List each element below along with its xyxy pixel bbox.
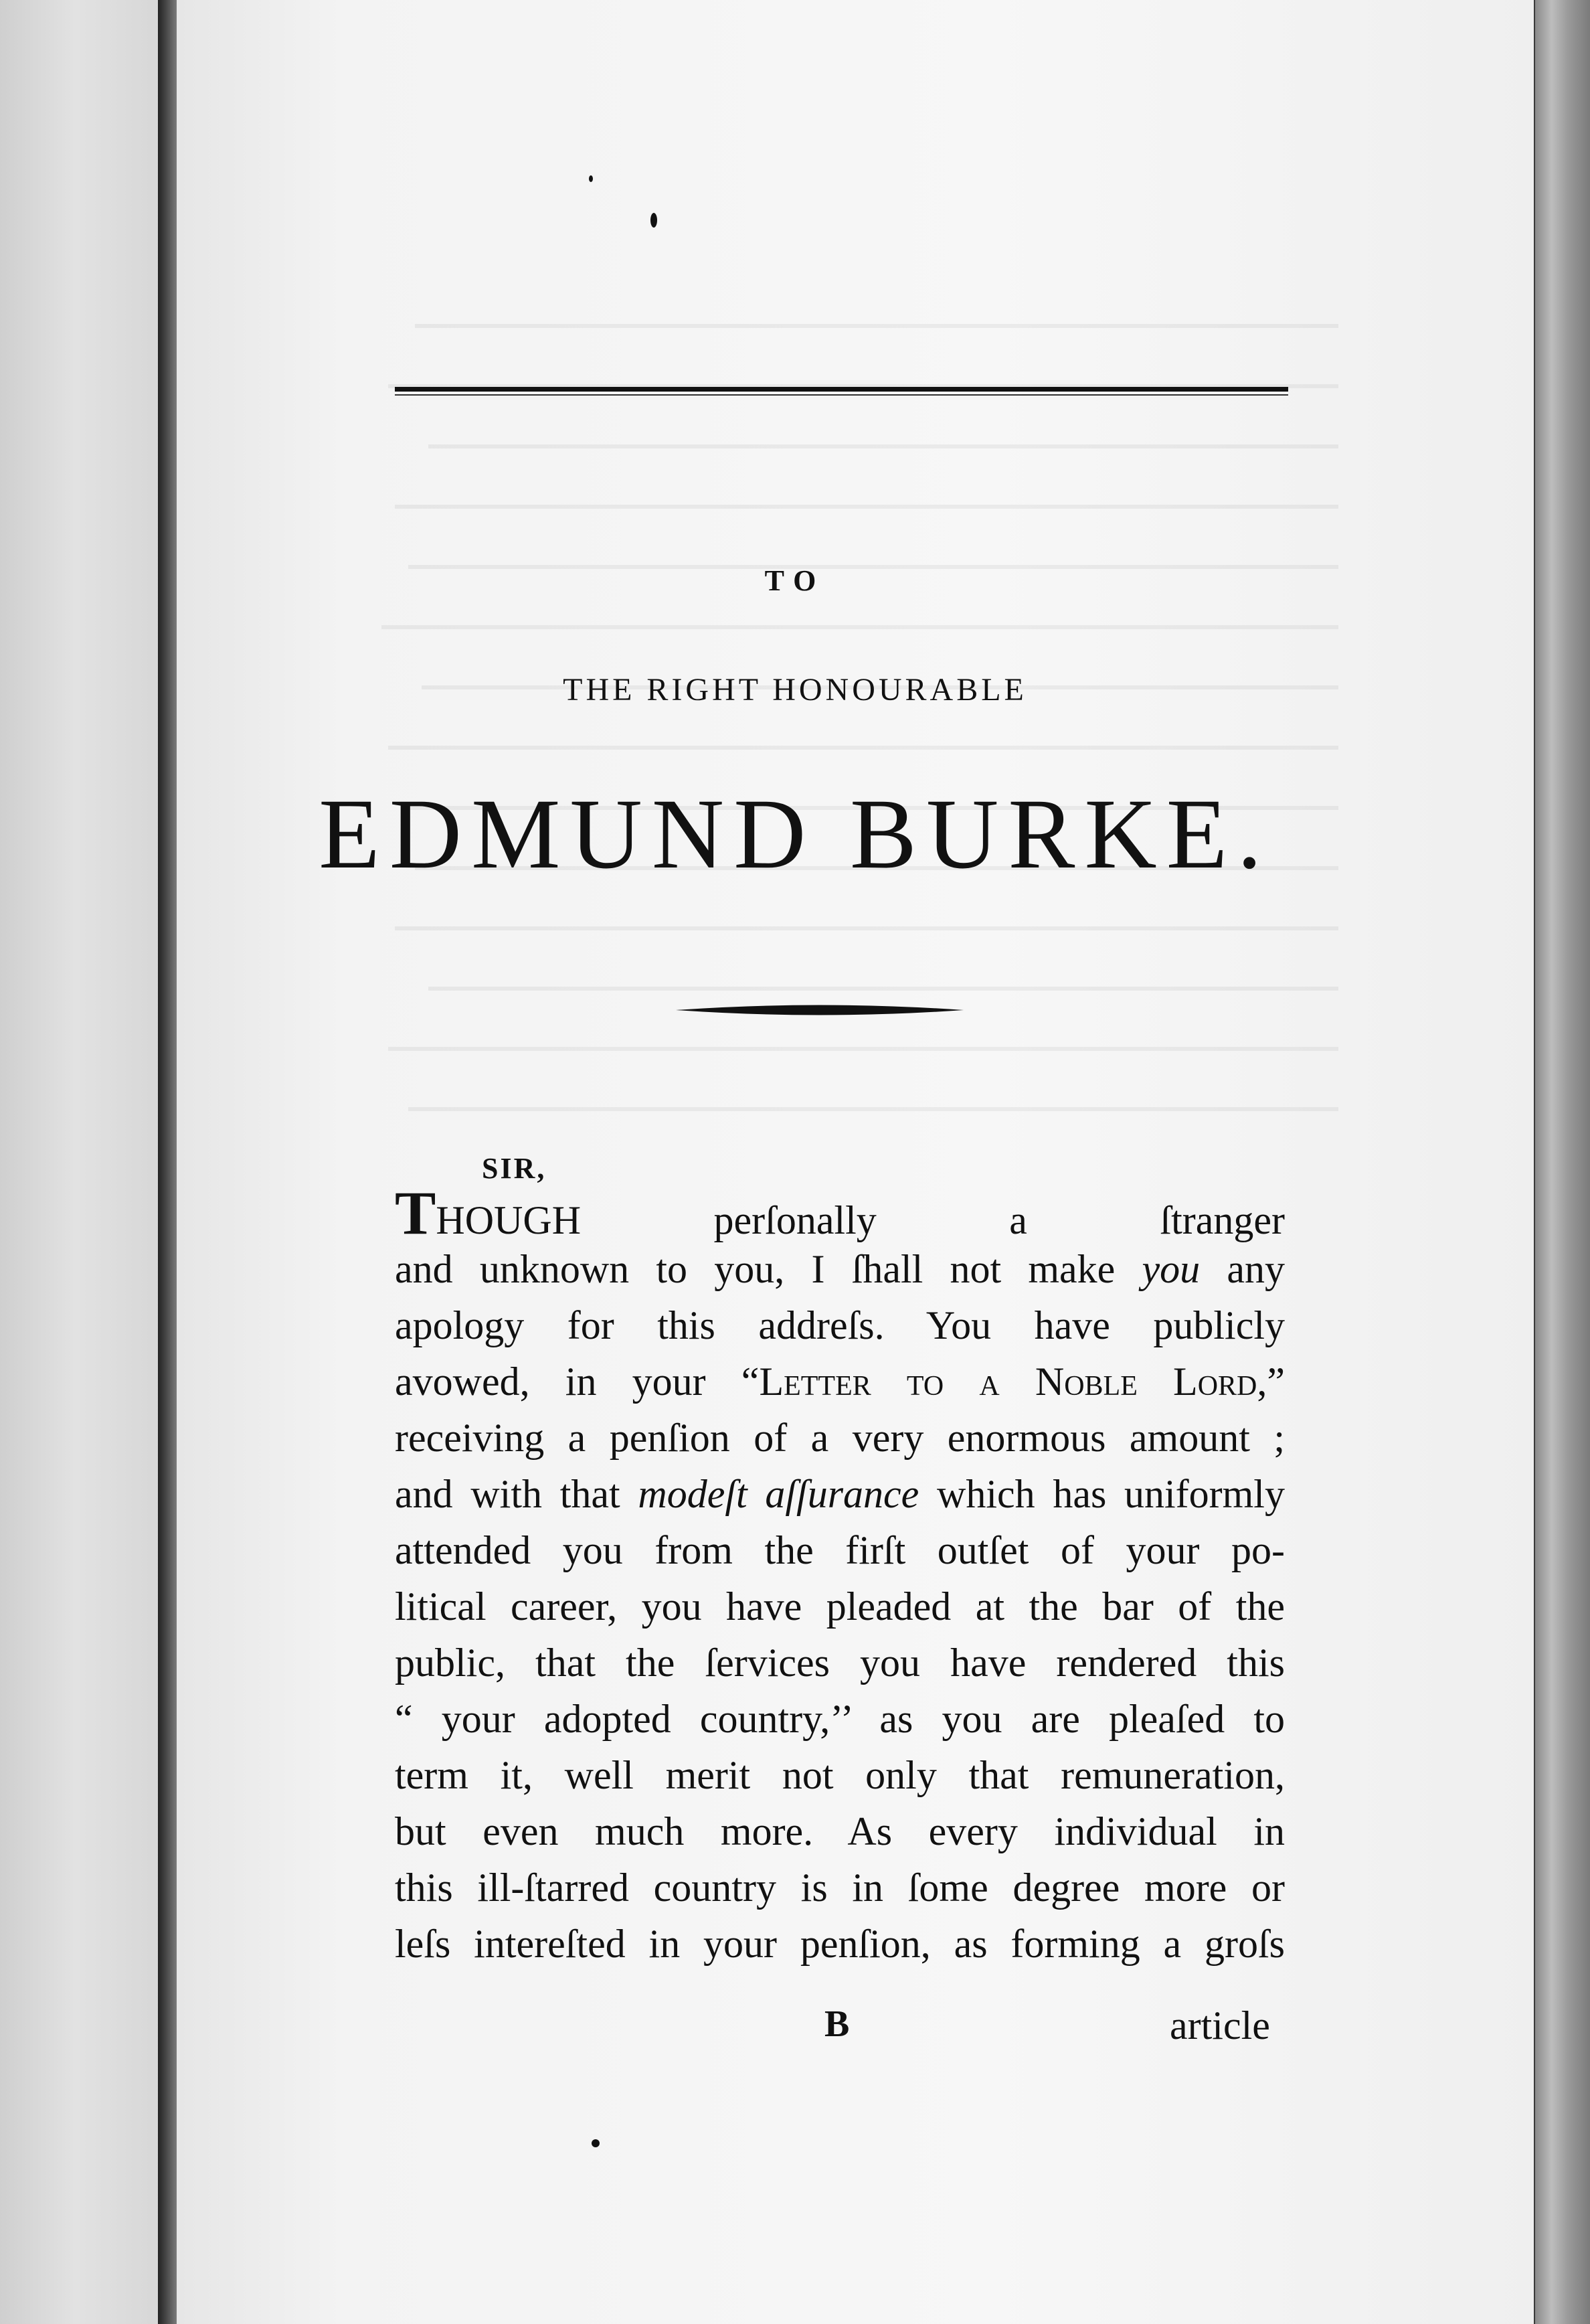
text-line: but even much more. As every individual in xyxy=(395,1809,1285,1853)
text-run: perſonally a ſtranger xyxy=(581,1198,1285,1242)
dedication-to: TO xyxy=(764,564,826,597)
book-gutter xyxy=(158,0,177,2324)
text-run: which has uniformly xyxy=(919,1472,1285,1516)
text-line: term it, well merit not only that remuneration, xyxy=(395,1753,1285,1797)
text-line: leſs intereſted in your penſion, as forming a groſs xyxy=(395,1922,1285,1966)
text-line: “ your adopted country,’’ as you are pleaſed to xyxy=(395,1697,1285,1741)
text-line xyxy=(395,1241,1285,1297)
italic-run: you xyxy=(1142,1247,1201,1291)
ornamental-swell-rule xyxy=(676,1001,964,1019)
page-right-edge xyxy=(1535,0,1590,2324)
text-line xyxy=(395,1353,1285,1410)
italic-run: modeſt aſſurance xyxy=(638,1472,919,1516)
small-caps-run: HOUGH xyxy=(436,1198,582,1242)
text-line xyxy=(395,1179,1285,1247)
salutation: SIR, xyxy=(482,1152,547,1185)
text-run: any xyxy=(1200,1247,1285,1291)
ink-speck xyxy=(650,213,657,228)
text-line: litical career, you have pleaded at the bar of the xyxy=(395,1584,1285,1629)
text-run: and unknown to you, I ſhall not make xyxy=(395,1247,1142,1291)
ink-speck xyxy=(589,175,593,182)
signature-mark: B xyxy=(824,2003,850,2045)
drop-cap: T xyxy=(395,1179,436,1247)
addressee-title: THE RIGHT HONOURABLE xyxy=(563,672,1027,708)
text-line: receiving a penſion of a very enormous amount ; xyxy=(395,1416,1285,1460)
text-run: ” xyxy=(1267,1359,1286,1404)
text-line: public, that the ſervices you have rendered this xyxy=(395,1641,1285,1685)
letter-body xyxy=(395,1179,1286,1972)
top-rule xyxy=(395,387,1288,392)
text-line: apology for this addreſs. You have publicly xyxy=(395,1303,1285,1347)
text-run: and with that xyxy=(395,1472,638,1516)
catchword: article xyxy=(1170,2003,1270,2048)
text-line: this ill-ſtarred country is in ſome degree more or xyxy=(395,1865,1285,1910)
text-line: attended you from the firſt outſet of your po- xyxy=(395,1528,1285,1572)
facing-page-margin xyxy=(0,0,167,2324)
addressee-name: EDMUND BURKE. xyxy=(319,778,1271,890)
text-line xyxy=(395,1466,1285,1522)
ink-speck xyxy=(592,2139,600,2147)
text-run: avowed, in your “ xyxy=(395,1359,760,1404)
small-caps-run: Letter to a Noble Lord, xyxy=(759,1359,1267,1404)
